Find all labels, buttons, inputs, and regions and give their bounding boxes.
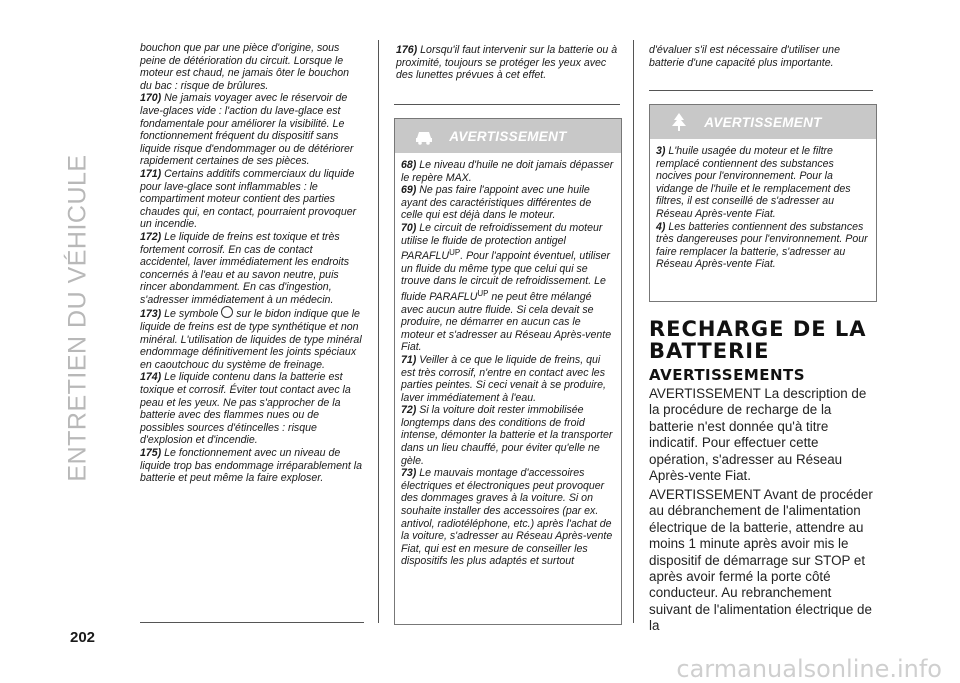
warning-title: AVERTISSEMENT (704, 114, 822, 130)
warning-paragraph-1: AVERTISSEMENT La description de la procédure de recharge de la batterie n'est donnée qu'à titre indicatif. Pour effectuer cette opération, s'adresser au Réseau Après-vente Fiat. (649, 386, 867, 484)
brake-fluid-symbol-icon (221, 306, 233, 318)
page-number: 202 (70, 629, 96, 646)
note-72: 72) Si la voiture doit rester immobilisée longtemps dans des conditions de froid intense, démonter la batterie et la transporter dans un lieu chauffé, pour éviter qu'elle ne gèle. (401, 404, 613, 467)
subsection-heading: AVERTISSEMENTS (649, 366, 806, 384)
note-176: 176) Lorsqu'il faut intervenir sur la batterie ou à proximité, toujours se protéger les yeux avec des lunettes prévues à cet effet. (396, 44, 618, 82)
warning-title: AVERTISSEMENT (449, 128, 567, 144)
col-separator-2 (633, 40, 634, 623)
note-3: 3) L'huile usagée du moteur et le filtre remplacé contiennent des substances nocives pour l'environnement. Pour la vidange de l'huile et le remplacement des filtres, il est conseillé de s'adresser au Réseau Après-vente Fiat. (656, 145, 851, 220)
warning-header (650, 105, 876, 139)
column-3-top (649, 44, 873, 69)
paragraph: bouchon que par une pièce d'origine, sous peine de détérioration du circuit. Lorsque le moteur est chaud, ne jamais ôter le bouchon du bac : risque de brûlures. (140, 42, 350, 92)
note-68: 68) Le niveau d'huile ne doit jamais dépasser le repère MAX. (401, 159, 614, 184)
watermark: carmanualsonline.info (676, 655, 942, 683)
note-4: 4) Les batteries contiennent des substances très dangereuses pour l'environnement. Pour faire remplacer la batterie, s'adresser au Réseau Après-vente Fiat. (656, 220, 868, 271)
note-170: 170) Ne jamais voyager avec le réservoir de lave-glaces vide : l'action du lave-glace est fondamentale pour améliorer la visibilité. Le fonctionnement fréquent du dispositif sans liquide risque d'endommager ou de détériorer rapidement certaines de ses pièces. (140, 92, 354, 168)
warning-box-2 (649, 104, 877, 302)
warning-header (395, 119, 621, 153)
note-69: 69) Ne pas faire l'appoint avec une huile ayant des caractéristiques différentes de celle qui est déjà dans le moteur. (401, 184, 592, 222)
note-171: 171) Certains additifs commerciaux du liquide pour lave-glace sont inflammables : le compartiment moteur contient des parties chaudes qui, en contact, pourraient provoquer un incendie. (140, 167, 357, 231)
paragraph: d'évaluer s'il est nécessaire d'utiliser une batterie d'une capacité plus importante. (649, 44, 840, 69)
chapter-title: ENTRETIEN DU VÉHICULE (63, 154, 92, 482)
note-73: 73) Le mauvais montage d'accessoires électriques et électroniques peut provoquer des dommages graves à la voiture. Si on souhaite installer des accessoires (par ex. antivol, radiotéléphone, etc.) après l'achat de la voiture, s'adresser au Réseau Après-vente Fiat, qui est en mesure de conseiller les dispositifs les plus adaptés et surtout (401, 467, 613, 568)
col-separator-1 (378, 40, 379, 623)
note-175: 175) Le fonctionnement avec un niveau de liquide trop bas endommage irréparablement la batterie et peut même la faire exploser. (140, 447, 363, 485)
note-172: 172) Le liquide de freins est toxique et très fortement corrosif. En cas de contact accidentel, laver immédiatement les endroits concernés à l'eau et au savon neutre, puis rincer abondamment. En cas d'ingestion, s'adresser immédiatement à un médecin. (140, 230, 350, 306)
col3-rule (649, 90, 873, 91)
column-2-top (396, 44, 618, 82)
note-70: 70) Le circuit de refroidissement du moteur utilise le fluide de protection antigel $PARAFLU^{UP}$. Pour l'appoint éventuel, utiliser un fluide du même type que celui qui se trouve dans le circuit de refroidissement. Le fluide $PARAFLU^{UP}$ ne peut être mélangé avec aucun autre fluide. Si cela devait se produire, ne démarrer en aucun cas le moteur et s'adresser au Réseau Après-vente Fiat. (401, 221, 612, 354)
warning-body (401, 159, 615, 568)
section-heading: RECHARGE DE LA BATTERIE (649, 317, 867, 363)
col2-rule (394, 104, 620, 105)
note-174: 174) Le liquide contenu dans la batterie est toxique et corrosif. Éviter tout contact avec la peau et les yeux. Ne pas s'approcher de la batterie avec des flammes nues ou de possibles sources d'étincelles : risque d'explosion et d'incendie. (140, 371, 351, 447)
note-71: 71) Veiller à ce que le liquide de freins, qui est très corrosif, n'entre en contact avec les parties peintes. Si ceci venait à se produire, laver immédiatement à l'eau. (401, 353, 606, 404)
warning-body (656, 145, 870, 271)
note-173: 173) Le symbole sur le bidon indique que le liquide de freins est de type synthétique et non minéral. L'utilisation de liquides de type minéral endommage définitivement les joints spéciaux en caoutchouc du système de freinage. (140, 308, 362, 371)
col1-bottom-rule (140, 622, 364, 623)
warning-paragraph-2: AVERTISSEMENT Avant de procéder au débranchement de l'alimentation électrique de la batterie, attendre au moins 1 minute après avoir mis le dispositif de démarrage sur STOP et après avoir fermé la porte côté conducteur. Au rebranchement suivant de l'alimentation électrique de la (649, 487, 873, 634)
column-1 (140, 42, 362, 622)
warning-box-1 (394, 118, 622, 625)
